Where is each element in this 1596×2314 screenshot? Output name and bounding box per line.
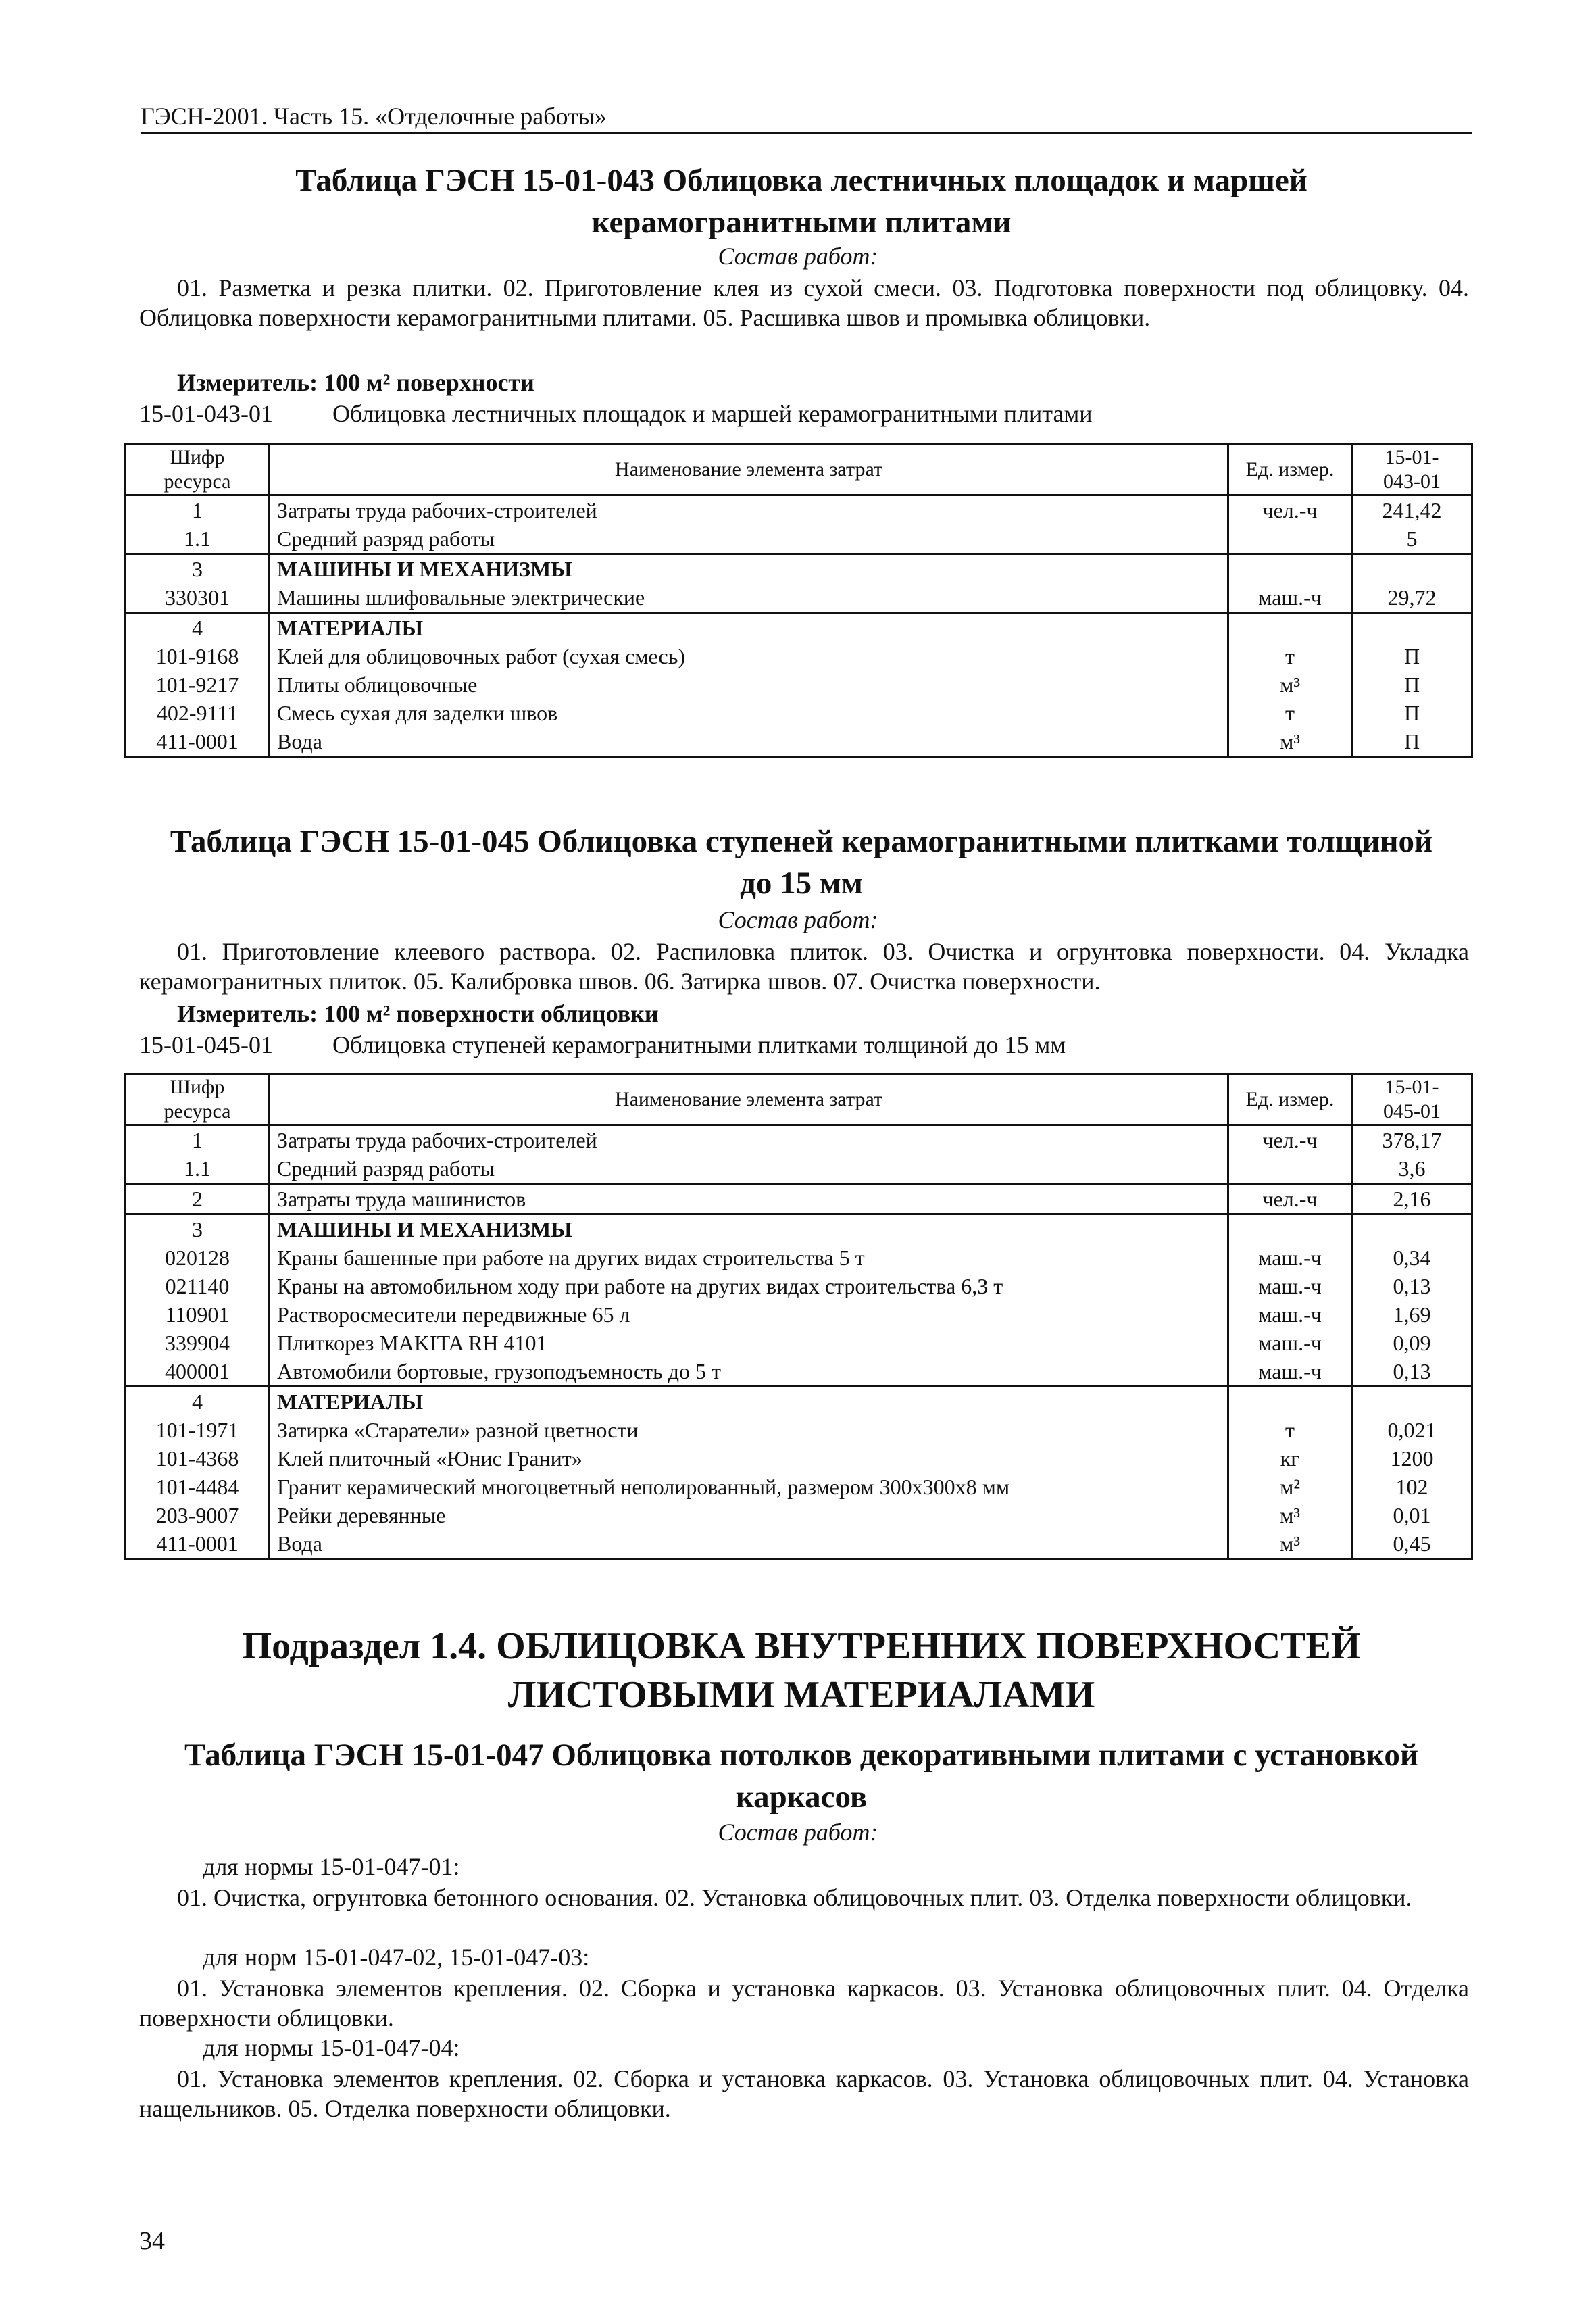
- subsection-line1: Подраздел 1.4. ОБЛИЦОВКА ВНУТРЕННИХ ПОВЕРХНОСТЕЙ: [242, 1625, 1361, 1667]
- cell-code: 101-1971: [126, 1416, 270, 1444]
- table-row: [126, 1300, 1472, 1329]
- cell-name: Затирка «Старатели» разной цветности: [270, 1416, 1228, 1444]
- cell-unit: [1228, 554, 1352, 584]
- cell-code: 1: [126, 1125, 270, 1155]
- cell-name: Краны на автомобильном ходу при работе на других видах строительства 6,3 т: [270, 1272, 1228, 1300]
- table2-resources: [124, 1073, 1473, 1560]
- cell-unit: [1228, 524, 1352, 554]
- cell-unit: т: [1228, 699, 1352, 727]
- cell-unit: чел.-ч: [1228, 1184, 1352, 1214]
- cell-unit: м³: [1228, 1501, 1352, 1529]
- table2-work-description: 01. Приготовление клеевого раствора. 02. Распиловка плиток. 03. Очистка и огрунтовка поверхности. 04. Укладка керамогранитных плиток. 05. Калибровка швов. 06. Затирка швов. 07. Очистка поверхности.: [139, 938, 1469, 995]
- cell-unit: чел.-ч: [1228, 1125, 1352, 1155]
- cell-code: 020128: [126, 1244, 270, 1272]
- table-row: [126, 727, 1472, 757]
- header-name: Наименование элемента затрат: [270, 445, 1228, 495]
- table-row: [126, 524, 1472, 554]
- cell-val: [1352, 1214, 1472, 1244]
- header-name: Наименование элемента затрат: [270, 1075, 1228, 1125]
- page-number: 34: [139, 2227, 165, 2255]
- cell-unit: м³: [1228, 1529, 1352, 1559]
- cell-val: 0,09: [1352, 1329, 1472, 1357]
- header-unit: Ед. измер.: [1228, 1075, 1352, 1125]
- cell-code: 101-9217: [126, 670, 270, 699]
- table-row: [126, 583, 1472, 613]
- table3-work-2: 01. Установка элементов крепления. 02. Сборка и установка каркасов. 03. Установка облицовочных плит. 04. Отделка поверхности облицовки.: [139, 1975, 1469, 2032]
- cell-unit: [1228, 1214, 1352, 1244]
- cell-name: Вода: [270, 727, 1228, 757]
- running-header: ГЭСН-2001. Часть 15. «Отделочные работы»: [141, 101, 1472, 134]
- table3-for-norm-2: для норм 15-01-047-02, 15-01-047-03:: [203, 1944, 590, 1971]
- cell-code: 339904: [126, 1329, 270, 1357]
- cell-code: 101-4368: [126, 1444, 270, 1473]
- table2-title: [132, 820, 1470, 904]
- cell-val: 29,72: [1352, 583, 1472, 613]
- cell-val: 102: [1352, 1473, 1472, 1501]
- cell-unit: м³: [1228, 727, 1352, 757]
- cell-name: Краны башенные при работе на других видах строительства 5 т: [270, 1244, 1228, 1272]
- table3-for-norm-3: для нормы 15-01-047-04:: [203, 2034, 460, 2061]
- cell-val: П: [1352, 727, 1472, 757]
- table2-title-line2: до 15 мм: [740, 866, 863, 901]
- cell-name: Автомобили бортовые, грузоподъемность до 5 т: [270, 1357, 1228, 1387]
- cell-unit: маш.-ч: [1228, 1329, 1352, 1357]
- cell-val: 2,16: [1352, 1184, 1472, 1214]
- cell-name: Плиткорез MAKITA RH 4101: [270, 1329, 1228, 1357]
- cell-val: [1352, 554, 1472, 584]
- table-row: [126, 1125, 1472, 1155]
- table1-title-line2: керамогранитными плитами: [591, 205, 1012, 240]
- table3-sostav-label: Состав работ:: [718, 1819, 878, 1846]
- table-row: [126, 1473, 1472, 1501]
- header-code: Шифр ресурса: [126, 1075, 270, 1125]
- table-row: [126, 1416, 1472, 1444]
- cell-code: 1: [126, 495, 270, 525]
- table-header-row: [126, 445, 1472, 495]
- table3-title-line2: каркасов: [735, 1779, 868, 1815]
- table2-title-line1: Таблица ГЭСН 15-01-045 Облицовка ступеней керамогранитными плитками толщиной: [170, 824, 1433, 859]
- cell-code: 1.1: [126, 1154, 270, 1184]
- table3-work-3: 01. Установка элементов крепления. 02. Сборка и установка каркасов. 03. Установка облицовочных плит. 04. Установка нащельников. 05. Отделка поверхности облицовки.: [139, 2065, 1469, 2122]
- cell-name: Гранит керамический многоцветный неполированный, размером 300х300х8 мм: [270, 1473, 1228, 1501]
- cell-unit: м³: [1228, 670, 1352, 699]
- table-row: [126, 1214, 1472, 1244]
- cell-name: МАШИНЫ И МЕХАНИЗМЫ: [270, 554, 1228, 584]
- cell-unit: маш.-ч: [1228, 1272, 1352, 1300]
- table1-title: [132, 159, 1470, 243]
- cell-code: 110901: [126, 1300, 270, 1329]
- table-row: [126, 1444, 1472, 1473]
- cell-val: 241,42: [1352, 495, 1472, 525]
- cell-unit: маш.-ч: [1228, 1300, 1352, 1329]
- table-row: [126, 554, 1472, 584]
- table-row: [126, 1329, 1472, 1357]
- cell-val: [1352, 1387, 1472, 1417]
- table3-title-line1: Таблица ГЭСН 15-01-047 Облицовка потолков декоративными плитами с установкой: [184, 1738, 1418, 1773]
- cell-name: Затраты труда машинистов: [270, 1184, 1228, 1214]
- cell-val: 1,69: [1352, 1300, 1472, 1329]
- cell-code: 400001: [126, 1357, 270, 1387]
- table1-sostav-label: Состав работ:: [718, 243, 878, 270]
- table1-norm-code: 15-01-043-01: [139, 400, 273, 427]
- header-code: Шифр ресурса: [126, 445, 270, 495]
- cell-name: Средний разряд работы: [270, 1154, 1228, 1184]
- table-row: [126, 670, 1472, 699]
- cell-code: 101-9168: [126, 642, 270, 670]
- cell-code: 021140: [126, 1272, 270, 1300]
- cell-code: 2: [126, 1184, 270, 1214]
- cell-code: 411-0001: [126, 1529, 270, 1559]
- header-norm: 15-01- 043-01: [1352, 445, 1472, 495]
- cell-code: 330301: [126, 583, 270, 613]
- table2-norm-name: Облицовка ступеней керамогранитными плитками толщиной до 15 мм: [332, 1031, 1066, 1058]
- table3-for-norm-1: для нормы 15-01-047-01:: [203, 1853, 460, 1880]
- table-row: [126, 1387, 1472, 1417]
- cell-name: Средний разряд работы: [270, 524, 1228, 554]
- table-row: [126, 1154, 1472, 1184]
- table1-work-description: 01. Разметка и резка плитки. 02. Приготовление клея из сухой смеси. 03. Подготовка поверхности под облицовку. 04. Облицовка поверхности керамогранитными плитами. 05. Расшивка швов и промывка облицовки.: [139, 274, 1469, 331]
- cell-val: [1352, 613, 1472, 643]
- cell-code: 3: [126, 1214, 270, 1244]
- subsection-line2: ЛИСТОВЫМИ МАТЕРИАЛАМИ: [507, 1674, 1095, 1716]
- cell-val: П: [1352, 670, 1472, 699]
- cell-val: 1200: [1352, 1444, 1472, 1473]
- cell-val: 5: [1352, 524, 1472, 554]
- cell-name: Рейки деревянные: [270, 1501, 1228, 1529]
- cell-val: 0,34: [1352, 1244, 1472, 1272]
- table-row: [126, 1272, 1472, 1300]
- cell-code: 1.1: [126, 524, 270, 554]
- cell-code: 203-9007: [126, 1501, 270, 1529]
- cell-unit: м²: [1228, 1473, 1352, 1501]
- cell-val: 378,17: [1352, 1125, 1472, 1155]
- cell-unit: [1228, 613, 1352, 643]
- cell-unit: маш.-ч: [1228, 1357, 1352, 1387]
- table-row: [126, 1184, 1472, 1214]
- cell-val: П: [1352, 642, 1472, 670]
- table-row: [126, 699, 1472, 727]
- cell-code: 101-4484: [126, 1473, 270, 1501]
- cell-unit: т: [1228, 1416, 1352, 1444]
- table-row: [126, 613, 1472, 643]
- table3-work-1: 01. Очистка, огрунтовка бетонного основания. 02. Установка облицовочных плит. 03. Отделка поверхности облицовки.: [177, 1884, 1412, 1911]
- cell-code: 4: [126, 613, 270, 643]
- cell-unit: [1228, 1387, 1352, 1417]
- cell-unit: чел.-ч: [1228, 495, 1352, 525]
- header-norm: 15-01- 045-01: [1352, 1075, 1472, 1125]
- cell-code: 4: [126, 1387, 270, 1417]
- table1-measure: Измеритель: 100 м² поверхности: [177, 369, 534, 396]
- table-row: [126, 1501, 1472, 1529]
- cell-val: 0,13: [1352, 1272, 1472, 1300]
- subsection-heading: [132, 1622, 1470, 1719]
- table3-title: [132, 1734, 1470, 1818]
- cell-unit: [1228, 1154, 1352, 1184]
- cell-name: Затраты труда рабочих-строителей: [270, 495, 1228, 525]
- cell-name: Затраты труда рабочих-строителей: [270, 1125, 1228, 1155]
- table2-norm-code: 15-01-045-01: [139, 1031, 273, 1058]
- cell-name: Смесь сухая для заделки швов: [270, 699, 1228, 727]
- cell-unit: т: [1228, 642, 1352, 670]
- table1-title-line1: Таблица ГЭСН 15-01-043 Облицовка лестничных площадок и маршей: [295, 163, 1307, 198]
- cell-val: 0,01: [1352, 1501, 1472, 1529]
- cell-code: 3: [126, 554, 270, 584]
- cell-code: 411-0001: [126, 727, 270, 757]
- cell-name: МАШИНЫ И МЕХАНИЗМЫ: [270, 1214, 1228, 1244]
- cell-val: 3,6: [1352, 1154, 1472, 1184]
- cell-unit: маш.-ч: [1228, 583, 1352, 613]
- table-row: [126, 1244, 1472, 1272]
- table1-norm-name: Облицовка лестничных площадок и маршей керамогранитными плитами: [332, 400, 1093, 427]
- table-row: [126, 495, 1472, 525]
- table-row: [126, 1357, 1472, 1387]
- cell-val: 0,13: [1352, 1357, 1472, 1387]
- cell-unit: маш.-ч: [1228, 1244, 1352, 1272]
- cell-unit: кг: [1228, 1444, 1352, 1473]
- cell-name: Клей для облицовочных работ (сухая смесь): [270, 642, 1228, 670]
- table-header-row: [126, 1075, 1472, 1125]
- cell-name: Плиты облицовочные: [270, 670, 1228, 699]
- cell-val: П: [1352, 699, 1472, 727]
- table-row: [126, 642, 1472, 670]
- table-row: [126, 1529, 1472, 1559]
- table2-sostav-label: Состав работ:: [718, 906, 878, 933]
- cell-code: 402-9111: [126, 699, 270, 727]
- header-unit: Ед. измер.: [1228, 445, 1352, 495]
- cell-name: Вода: [270, 1529, 1228, 1559]
- table1-resources: [124, 443, 1473, 758]
- cell-name: МАТЕРИАЛЫ: [270, 1387, 1228, 1417]
- cell-name: Машины шлифовальные электрические: [270, 583, 1228, 613]
- cell-val: 0,021: [1352, 1416, 1472, 1444]
- cell-val: 0,45: [1352, 1529, 1472, 1559]
- cell-name: Растворосмесители передвижные 65 л: [270, 1300, 1228, 1329]
- table2-measure: Измеритель: 100 м² поверхности облицовки: [177, 1000, 659, 1027]
- cell-name: МАТЕРИАЛЫ: [270, 613, 1228, 643]
- cell-name: Клей плиточный «Юнис Гранит»: [270, 1444, 1228, 1473]
